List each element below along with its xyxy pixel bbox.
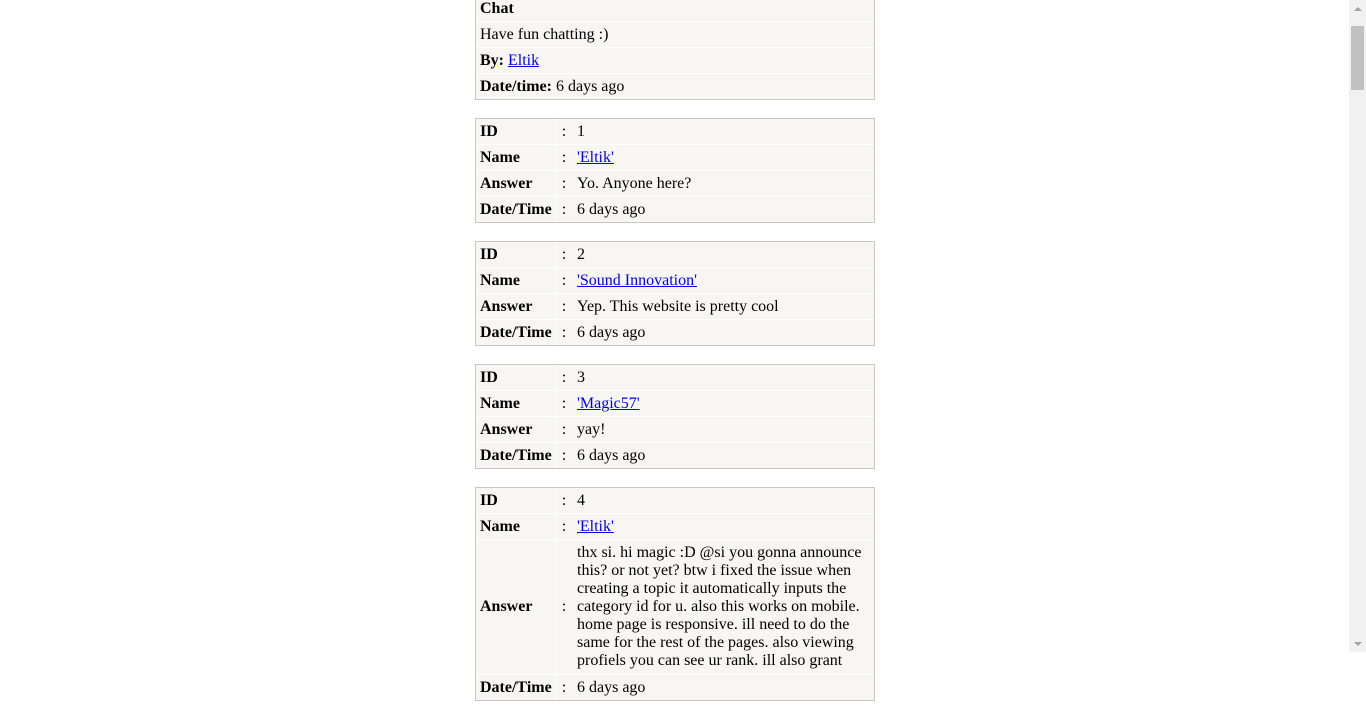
separator: : bbox=[561, 200, 567, 218]
separator: : bbox=[557, 365, 573, 391]
message-box bbox=[475, 364, 875, 469]
answer-label: Answer bbox=[476, 540, 557, 675]
answer-label: Answer bbox=[476, 171, 557, 197]
id-label: ID bbox=[476, 242, 557, 268]
message-author-link[interactable]: 'Magic57' bbox=[577, 394, 640, 412]
topic-box bbox=[475, 0, 875, 100]
topic-author-link[interactable]: Eltik bbox=[508, 51, 540, 69]
id-label: ID bbox=[476, 365, 557, 391]
topic-title: Chat bbox=[476, 0, 874, 22]
separator: : bbox=[557, 119, 573, 145]
message-author-link[interactable]: 'Eltik' bbox=[577, 517, 614, 535]
scroll-up-button[interactable] bbox=[1349, 0, 1366, 17]
message-answer: yay! bbox=[573, 417, 874, 443]
message-answer: thx si. hi magic :D @si you gonna announce this? or not yet? btw i fixed the issue when creating a topic it automatically inputs the category id for u. also this works on mobile. home page is responsive. ill need to do the same for the rest of the pages. also viewing profiels you can see ur rank. ill also grant bbox=[573, 540, 874, 675]
separator: : bbox=[557, 488, 573, 514]
answer-label: Answer bbox=[476, 417, 557, 443]
chevron-up-icon bbox=[1354, 7, 1362, 11]
topic-description: Have fun chatting :) bbox=[476, 22, 874, 48]
separator: : bbox=[561, 446, 567, 464]
id-label: ID bbox=[476, 488, 557, 514]
message-datetime: 6 days ago bbox=[577, 200, 646, 218]
separator: : bbox=[557, 268, 573, 294]
message-id: 4 bbox=[573, 488, 874, 514]
separator: : bbox=[557, 540, 573, 675]
separator: : bbox=[557, 294, 573, 320]
vertical-scrollbar[interactable] bbox=[1349, 0, 1366, 652]
message-box bbox=[475, 487, 875, 701]
message-answer: Yep. This website is pretty cool bbox=[573, 294, 874, 320]
separator: : bbox=[557, 391, 573, 417]
separator: : bbox=[557, 514, 573, 540]
chat-content bbox=[475, 0, 875, 719]
scroll-down-button[interactable] bbox=[1349, 635, 1366, 652]
answer-label: Answer bbox=[476, 294, 557, 320]
id-label: ID bbox=[476, 119, 557, 145]
message-datetime: 6 days ago bbox=[577, 446, 646, 464]
datetime-label: Date/Time bbox=[476, 320, 557, 345]
message-id: 3 bbox=[573, 365, 874, 391]
topic-author: By: Eltik bbox=[476, 48, 874, 74]
name-label: Name bbox=[476, 268, 557, 294]
message-box bbox=[475, 118, 875, 223]
message-datetime: 6 days ago bbox=[577, 323, 646, 341]
chevron-down-icon bbox=[1354, 642, 1362, 646]
datetime-label: Date/Time bbox=[476, 675, 557, 700]
separator: : bbox=[557, 145, 573, 171]
datetime-label: Date/Time bbox=[476, 197, 557, 222]
separator: : bbox=[561, 678, 567, 696]
separator: : bbox=[561, 323, 567, 341]
message-id: 1 bbox=[573, 119, 874, 145]
name-label: Name bbox=[476, 145, 557, 171]
scroll-thumb[interactable] bbox=[1351, 26, 1364, 90]
message-id: 2 bbox=[573, 242, 874, 268]
name-label: Name bbox=[476, 391, 557, 417]
separator: : bbox=[557, 417, 573, 443]
message-box bbox=[475, 241, 875, 346]
datetime-label: Date/Time bbox=[476, 443, 557, 468]
separator: : bbox=[557, 242, 573, 268]
message-author-link[interactable]: 'Eltik' bbox=[577, 148, 614, 166]
message-datetime: 6 days ago bbox=[577, 678, 646, 696]
separator: : bbox=[557, 171, 573, 197]
topic-datetime: Date/time: 6 days ago bbox=[480, 77, 625, 95]
name-label: Name bbox=[476, 514, 557, 540]
message-answer: Yo. Anyone here? bbox=[573, 171, 874, 197]
message-author-link[interactable]: 'Sound Innovation' bbox=[577, 271, 697, 289]
